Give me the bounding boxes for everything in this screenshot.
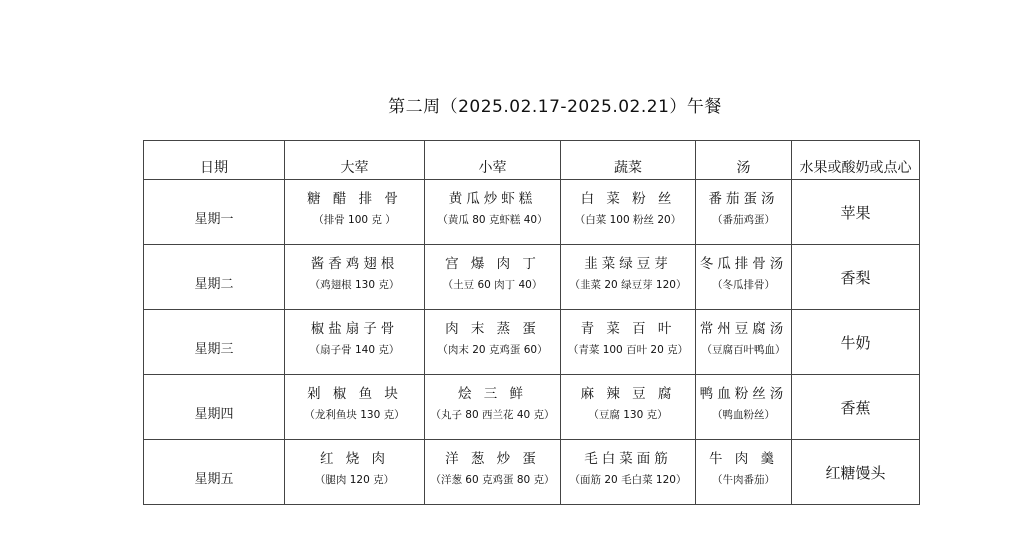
soup-cell	[696, 310, 792, 375]
page-title: 第二周（2025.02.17-2025.02.21）午餐	[388, 97, 722, 117]
vegetable-cell	[561, 180, 696, 245]
dish-detail: （排骨 100 克 ）	[313, 214, 396, 226]
dish-detail: （青菜 100 百叶 20 克）	[567, 344, 689, 356]
day-cell: 星期五	[144, 440, 285, 505]
dish-name: 白 菜 粉 丝	[580, 191, 676, 207]
snack-cell: 香蕉	[792, 375, 920, 440]
day-cell: 星期一	[144, 180, 285, 245]
soup-cell	[696, 245, 792, 310]
small-meat-cell	[425, 245, 561, 310]
dish-detail: （面筋 20 毛白菜 120）	[569, 474, 687, 486]
soup-cell	[696, 375, 792, 440]
dish-detail: （土豆 60 肉丁 40）	[442, 279, 543, 291]
big-meat-cell	[285, 180, 425, 245]
dish-name: 洋 葱 炒 蛋	[445, 451, 540, 467]
dish-name: 番茄蛋汤	[708, 191, 779, 207]
soup-cell	[696, 440, 792, 505]
dish-detail: （鸭血粉丝）	[712, 409, 775, 421]
header-vegetable: 蔬菜	[561, 141, 696, 180]
dish-name: 肉 末 蒸 蛋	[445, 321, 540, 337]
day-cell: 星期四	[144, 375, 285, 440]
dish-name: 椒盐扇子骨	[310, 321, 399, 337]
big-meat-cell	[285, 375, 425, 440]
dish-name: 宫 爆 肉 丁	[445, 256, 540, 272]
small-meat-cell	[425, 440, 561, 505]
day-cell: 星期三	[144, 310, 285, 375]
table-row	[144, 440, 920, 505]
dish-detail: （扇子骨 140 克）	[309, 344, 400, 356]
dish-detail: （洋葱 60 克鸡蛋 80 克）	[430, 474, 555, 486]
snack-cell: 红糖馒头	[792, 440, 920, 505]
dish-detail: （豆腐百叶鸭血）	[701, 344, 786, 356]
dish-name: 酱香鸡翅根	[310, 256, 399, 272]
dish-detail: （腿肉 120 克）	[314, 474, 395, 486]
dish-name: 鸭血粉丝汤	[699, 386, 788, 402]
vegetable-cell	[561, 245, 696, 310]
small-meat-cell	[425, 180, 561, 245]
vegetable-cell	[561, 310, 696, 375]
dish-name: 毛白菜面筋	[584, 451, 672, 467]
big-meat-cell	[285, 245, 425, 310]
dish-detail: （龙利鱼块 130 克）	[304, 409, 405, 421]
lunch-menu-table	[143, 140, 920, 505]
table-row	[144, 375, 920, 440]
vegetable-cell	[561, 440, 696, 505]
soup-cell	[696, 180, 792, 245]
dish-detail: （牛肉番茄）	[712, 474, 775, 486]
table-row	[144, 180, 920, 245]
dish-name: 青 菜 百 叶	[580, 321, 676, 337]
snack-cell: 牛奶	[792, 310, 920, 375]
dish-detail: （白菜 100 粉丝 20）	[574, 214, 682, 226]
dish-detail: （番茄鸡蛋）	[712, 214, 775, 226]
header-date: 日期	[144, 141, 285, 180]
big-meat-cell	[285, 440, 425, 505]
snack-cell: 苹果	[792, 180, 920, 245]
dish-detail: （冬瓜排骨）	[712, 279, 775, 291]
small-meat-cell	[425, 310, 561, 375]
vegetable-cell	[561, 375, 696, 440]
dish-detail: （韭菜 20 绿豆芽 120）	[569, 279, 687, 291]
header-snack: 水果或酸奶或点心	[792, 141, 920, 180]
dish-name: 烩 三 鲜	[457, 386, 528, 402]
big-meat-cell	[285, 310, 425, 375]
dish-name: 冬瓜排骨汤	[699, 256, 788, 272]
day-cell: 星期二	[144, 245, 285, 310]
dish-detail: （肉末 20 克鸡蛋 60）	[437, 344, 548, 356]
header-big-meat: 大荤	[285, 141, 425, 180]
dish-detail: （鸡翅根 130 克）	[309, 279, 400, 291]
small-meat-cell	[425, 375, 561, 440]
dish-name: 常州豆腐汤	[699, 321, 788, 337]
header-soup: 汤	[696, 141, 792, 180]
dish-detail: （丸子 80 西兰花 40 克）	[430, 409, 555, 421]
dish-name: 牛 肉 羹	[708, 451, 779, 467]
dish-name: 麻 辣 豆 腐	[580, 386, 676, 402]
dish-name: 剁 椒 鱼 块	[307, 386, 402, 402]
table-row	[144, 245, 920, 310]
dish-name: 红 烧 肉	[319, 451, 390, 467]
snack-cell: 香梨	[792, 245, 920, 310]
dish-detail: （豆腐 130 克）	[588, 409, 668, 421]
table-row	[144, 310, 920, 375]
dish-name: 韭菜绿豆芽	[584, 256, 672, 272]
dish-detail: （黄瓜 80 克虾糕 40）	[437, 214, 548, 226]
dish-name: 黄瓜炒虾糕	[448, 191, 537, 207]
header-small-meat: 小荤	[425, 141, 561, 180]
table-header-row	[144, 141, 920, 180]
dish-name: 糖 醋 排 骨	[307, 191, 402, 207]
